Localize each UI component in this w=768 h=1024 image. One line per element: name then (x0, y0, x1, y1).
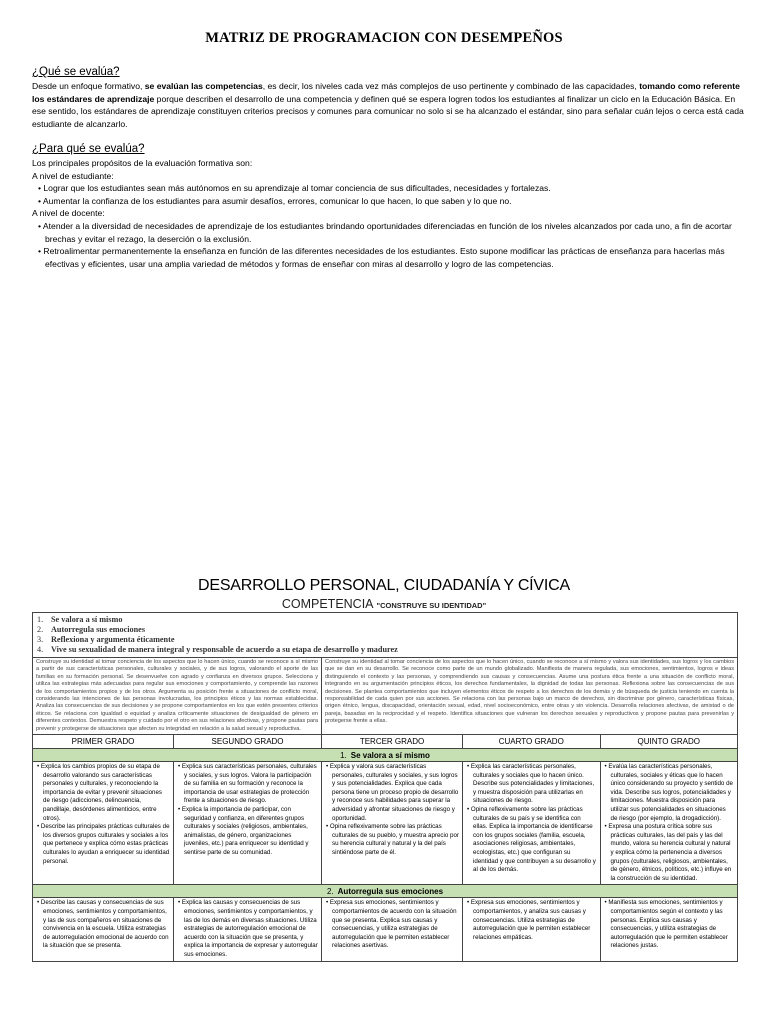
capacity-text: Reflexiona y argumenta éticamente (51, 635, 175, 644)
capacity-text: Autorregula sus emociones (51, 625, 146, 634)
grade-header: PRIMER GRADO (33, 735, 174, 749)
performance-cell (174, 898, 322, 961)
performance-cell (322, 762, 463, 885)
grade-header: QUINTO GRADO (600, 735, 737, 749)
bullet-item: • Lograr que los estudiantes sean más autónomos en su aprendizaje al tomar conciencia de sus dificultades, necesidades y fortalezas. (38, 183, 551, 194)
performance-item: • Opina reflexivamente sobre las prácticas culturales de su país y se identifica con ellas. Explica la importancia de identificarse con los grupos sociales (familia, escuela, asociaciones religiosas, ambientales, ecologistas, etc.) que configuran su identidad y que contribuyen a su desarrollo y al de los demás. (467, 806, 596, 874)
band-text: Se valora a sí mismo (350, 750, 430, 760)
capacity-number: 4. (37, 645, 44, 654)
capacity-band (33, 885, 738, 898)
capacity-item (37, 625, 733, 635)
capacity-item (37, 615, 733, 625)
band-number: 2. (326, 886, 334, 896)
text-run: Desde un enfoque formativo, (32, 81, 145, 91)
capacity-band-row (33, 885, 738, 898)
heading-para-que-se-evalua: ¿Para qué se evalúa? (32, 143, 145, 155)
competency-name: "CONSTRUYE SU IDENTIDAD" (376, 601, 487, 610)
capacities-row (33, 613, 738, 658)
performance-cell (174, 762, 322, 885)
competency-line (0, 597, 768, 611)
band-number: 1. (340, 750, 347, 760)
performance-item: • Explica y valora sus características personales, culturales y sociales, y sus logros y sus potencialidades. Explica que cada persona tiene un proceso propio de desarrollo y reconoce sus habilidades para superar la adversidad y afrontar situaciones de riesgo y oportunidad. (326, 763, 459, 822)
text-run: , es decir, los niveles cada vez más complejos de uso pertinente y combinado de las capacidades, (262, 81, 640, 91)
grade-header: CUARTO GRADO (463, 735, 600, 749)
band-text: Autorregula sus emociones (337, 886, 444, 896)
capacity-text: Vive su sexualidad de manera integral y responsable de acuerdo a su etapa de desarrollo y madurez (51, 645, 398, 654)
performance-cell (600, 898, 737, 961)
bullet-item: • Aumentar la confianza de los estudiantes para asumir desafíos, errores, comunicar lo que hacen, lo que saben y lo que no. (38, 195, 512, 206)
capacity-band-row (33, 749, 738, 762)
performance-item: • Expresa una postura crítica sobre sus prácticas culturales, las del país y las del mundo, valora su herencia cultural y natural y explica cómo la pertenencia a diversos grupos (culturales, religiosos, ambientales, de género, étnicos, políticos, etc.) influye en la construcción de su identidad. (604, 823, 732, 882)
capacity-band (33, 749, 738, 762)
performance-item: • Explica las características personales, culturales y sociales que lo hacen único. Describe sus potencialidades y limitaciones, y muestra disposición para utilizarlas en situaciones de riesgo. (467, 763, 595, 805)
performance-cell (463, 898, 600, 961)
level-student: A nivel de estudiante: (32, 170, 114, 181)
description-row (33, 658, 738, 735)
performance-item: • Explica la importancia de participar, con seguridad y confianza, en diferentes grupos culturales y sociales (religiosos, ambientales, animalistas, de género, organizaciones juveniles, etc.) para enriquecer su identidad y sentirse parte de su comunidad. (178, 806, 309, 856)
performance-item: • Describe las principales prácticas culturales de los diversos grupos culturales y sociales a los que pertenece y explica cómo estas prácticas culturales lo ayudan a enriquecer su identidad personal. (37, 823, 170, 865)
bold-run: se evalúan las competencias (144, 81, 263, 91)
description-right: Construye su identidad al tomar conciencia de los aspectos que lo hacen único, cuando se reconoce a sí mismo y valora sus identidades, sus logros y los cambios que se dan en su desarrollo. Se reconoce como parte de un mundo globalizado. Manifiesta de manera regulada, sus emociones, sentimientos, logros e ideas distinguiendo el contexto y las personas, y comprendiendo sus causas y consecuencias. Asume una postura ética frente a una situación de conflicto moral, integrando en su argumentación principios éticos, los derechos fundamentales, la dignidad de todas las personas. Reflexiona sobre las consecuencias de sus decisiones. Se plantea comportamientos que incluyen elementos éticos de respeto a los derechos de los demás y de búsqueda de justicia teniendo en cuenta la responsabilidad de cada quien por sus acciones. Se relaciona con las personas bajo un marco de derechos, sin discriminar por género, características físicas, origen étnico, lengua, discapacidad, orientación sexual, edad, nivel socioeconómico, entre otras y sin violencia. Desarrolla relaciones afectivas, de amistad o de pareja, basadas en la reciprocidad y el respeto. Identifica situaciones que vulneran los derechos sexuales y reproductivos y propone pautas para prevenirlas y protegerse frente a ellas. (322, 658, 738, 735)
performance-cell (463, 762, 600, 885)
grade-header: SEGUNDO GRADO (174, 735, 322, 749)
capacities-list (33, 613, 738, 658)
section-title: DESARROLLO PERSONAL, CIUDADANÍA Y CÍVICA (198, 577, 570, 594)
performance-item: • Explica las causas y consecuencias de sus emociones, sentimientos y comportamientos, y las de los demás en diversas situaciones. Utiliza estrategias de autorregulación emocional de acuerdo con la situación que se presenta, y explica la importancia de expresar y autorregular sus emociones. (178, 899, 318, 958)
paragraph-que-se-evalua (32, 80, 744, 130)
performance-cell (600, 762, 737, 885)
performance-item: • Explica sus características personales, culturales y sociales, y sus logros. Valora la participación de su familia en su formación y reconoce la importancia de usar estrategias de protección frente a situaciones de riesgo. (178, 763, 317, 805)
heading-que-se-evalua: ¿Qué se evalúa? (32, 66, 120, 78)
capacity-number: 1. (37, 615, 44, 624)
performance-item: • Manifiesta sus emociones, sentimientos y comportamientos según el contexto y las personas. Explica sus causas y consecuencias, y utiliza estrategias de autorregulación que le permiten establecer relaciones justas. (604, 899, 728, 950)
performance-item: • Explica los cambios propios de su etapa de desarrollo valorando sus características personales y culturales, y reconociendo la importancia de evitar y prevenir situaciones de riesgo (adicciones, delincuencia, pandillaje, desórdenes alimenticios, entre otros). (37, 763, 162, 822)
bullet-item: • Retroalimentar permanentemente la enseñanza en función de las diferentes necesidades de los estudiantes. Esto supone modificar las prácticas de enseñanza para hacerlas más efectivas y eficientes, usar una amplia variedad de métodos y formas de enseñar con miras al desarrollo y logro de las competencias. (38, 246, 725, 269)
text-run: porque describen el desarrollo de una competencia y definen qué se espera logren todos los estudiantes al finalizar un ciclo en la Educación Básica. En ese sentido, los estándares de aprendizaje constituyen criterios precisos y comunes para comunicar no solo si se ha alcanzado el estándar, sino para señalar cuán lejos o cerca está cada estudiante de alcanzarlo. (32, 93, 744, 129)
performance-row (33, 762, 738, 885)
performance-item: • Describe las causas y consecuencias de sus emociones, sentimientos y comportamientos, y las de sus compañeros en situaciones de convivencia en la escuela. Utiliza estrategias de autorregulación emocional de acuerdo con la situación que se presenta. (37, 899, 169, 950)
capacity-item (37, 635, 733, 645)
performance-item: • Evalúa las características personales, culturales, sociales y éticas que lo hacen único considerando su proyecto y sentido de vida. Describe sus logros, potencialidades y limitaciones. Muestra disposición para utilizar sus potencialidades en situaciones de riesgo (por ejemplo, la drogadicción). (604, 763, 733, 822)
description-left: Construye su identidad al tomar conciencia de los aspectos que lo hacen único, cuando se reconoce a sí mismo a partir de sus características personales, culturales y sociales, y de sus logros, valorando el aporte de las familias en su formación personal. Se desenvuelve con agrado y confianza en diversos grupos. Selecciona y utiliza las estrategias más adecuadas para regular sus emociones y comportamiento, y comprende las razones de los comportamientos propios y de los otros. Argumenta su posición frente a situaciones de conflicto moral, considerando las intenciones de las personas involucradas, los principios éticos y las normas establecidas. Analiza las consecuencias de sus decisiones y se propone comportamientos en los que estén presentes criterios éticos. Se relaciona con igualdad o equidad y analiza críticamente situaciones de desigualdad de género en diferentes contextos. Demuestra respeto y cuidado por el otro en sus relaciones afectivas, y propone pautas para prevenir y protegerse de situaciones que afecten su integridad en relación a la salud sexual y reproductiva. (33, 658, 322, 735)
performance-cell (33, 898, 174, 961)
intro-line: Los principales propósitos de la evaluación formativa son: (32, 158, 253, 168)
grade-header: TERCER GRADO (322, 735, 463, 749)
bold-run: tomando como referente los estándares de aprendizaje (32, 81, 740, 104)
capacity-number: 2. (37, 625, 44, 634)
performance-row (33, 898, 738, 961)
paragraph-para-que-se-evalua (32, 157, 744, 270)
document-title: MATRIZ DE PROGRAMACION CON DESEMPEÑOS (205, 30, 563, 46)
capacity-text: Se valora a sí mismo (51, 615, 123, 624)
performance-item: • Expresa sus emociones, sentimientos y comportamientos de acuerdo con la situación que se presenta. Explica sus causas y consecuencias, y utiliza estrategias de autorregulación que le permiten establecer relaciones asertivas. (326, 899, 457, 950)
performance-item: • Opina reflexivamente sobre las prácticas culturales de su pueblo, y muestra aprecio por su herencia cultural y natural y la del país sintiéndose parte de él. (326, 823, 459, 856)
performance-item: • Expresa sus emociones, sentimientos y comportamientos, y analiza sus causas y consecuencias. Utiliza estrategias de autorregulación que le permiten establecer relaciones empáticas. (467, 899, 591, 941)
competency-label: COMPETENCIA (281, 597, 374, 611)
bullet-item: • Atender a la diversidad de necesidades de aprendizaje de los estudiantes brindando oportunidades diferenciadas en función de los niveles alcanzados por cada uno, a fin de acortar brechas y evitar el rezago, la deserción o la exclusión. (38, 220, 732, 244)
performance-cell (33, 762, 174, 885)
grade-header-row (33, 735, 738, 749)
capacity-number: 3. (37, 635, 44, 644)
competency-matrix-table (32, 612, 738, 962)
level-teacher: A nivel de docente: (32, 208, 105, 219)
performance-cell (322, 898, 463, 961)
capacity-item (37, 645, 733, 655)
